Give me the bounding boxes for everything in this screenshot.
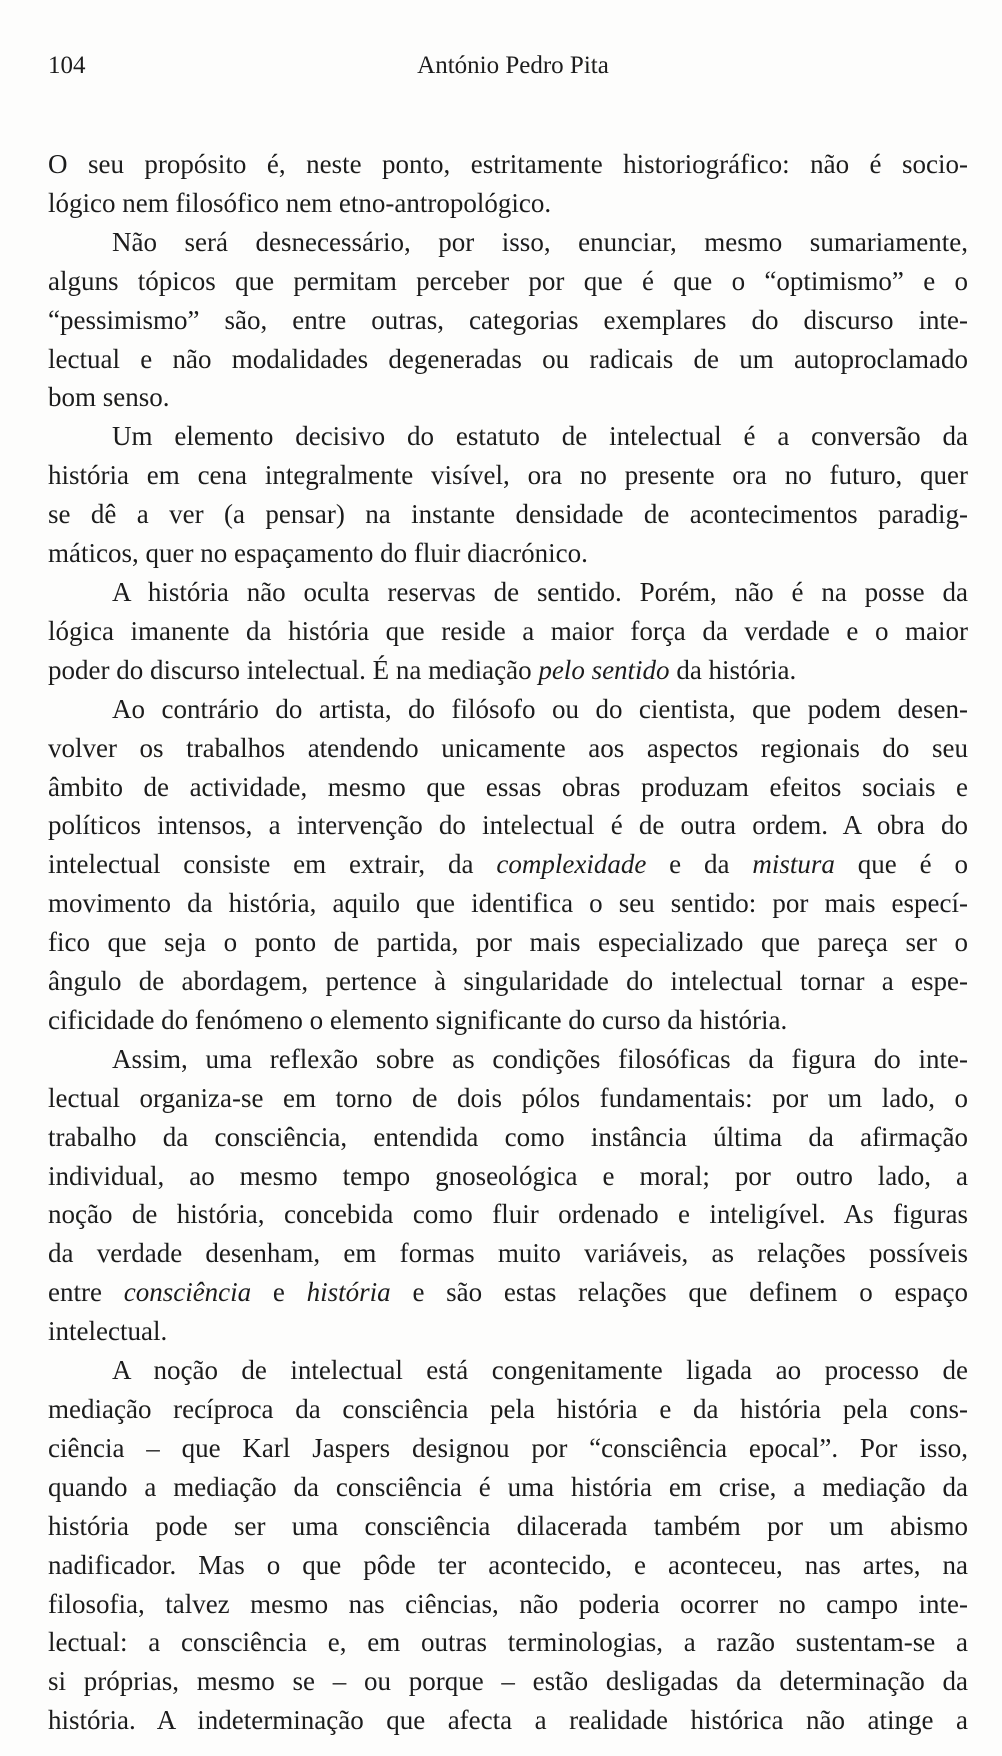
text-line: fico que seja o ponto de partida, por mais especializado que pareça ser o <box>48 927 968 958</box>
text-line: Um elemento decisivo do estatuto de intelectual é a conversão da <box>112 421 968 452</box>
text-segment: e são estas relações que definem o espaço <box>390 1277 968 1308</box>
text-line: filosofia, talvez mesmo nas ciências, não poderia ocorrer no campo inte- <box>48 1588 968 1619</box>
text-line: Não será desnecessário, por isso, enunciar, mesmo sumariamente, <box>112 226 968 257</box>
text-line: políticos intensos, a intervenção do intelectual é de outra ordem. A obra do <box>48 810 968 841</box>
text-line: bom senso. <box>48 382 170 413</box>
text-segment: que é o <box>834 849 968 880</box>
text-line: “pessimismo” são, entre outras, categorias exemplares do discurso inte- <box>48 304 968 335</box>
text-line: da verdade desenham, em formas muito variáveis, as relações possíveis <box>48 1238 968 1269</box>
text-line: Assim, uma reflexão sobre as condições filosóficas da figura do inte- <box>112 1043 968 1074</box>
text-line: si próprias, mesmo se – ou porque – estão desligadas da determinação da <box>48 1666 968 1697</box>
text-line: O seu propósito é, neste ponto, estritamente historiográfico: não é socio- <box>48 149 968 179</box>
running-head <box>48 46 978 86</box>
italic-phrase: história <box>306 1277 391 1308</box>
text-line: lectual e não modalidades degeneradas ou radicais de um autoproclamado <box>48 343 968 374</box>
text-line: quando a mediação da consciência é uma história em crise, a mediação da <box>48 1471 968 1502</box>
running-title: António Pedro Pita <box>417 52 609 79</box>
italic-phrase: consciência <box>123 1277 252 1308</box>
text-line: história em cena integralmente visível, ora no presente ora no futuro, quer <box>48 460 968 491</box>
text-line: história. A indeterminação que afecta a realidade histórica não atinge a <box>48 1705 968 1736</box>
text-segment: e <box>251 1277 307 1308</box>
text-line: lectual: a consciência e, em outras terminologias, a razão sustentam-se a <box>48 1627 968 1658</box>
text-line: movimento da história, aquilo que identifica o seu sentido: por mais especí- <box>48 888 968 919</box>
italic-phrase: pelo sentido <box>538 654 670 685</box>
text-line: individual, ao mesmo tempo gnoseológica e moral; por outro lado, a <box>48 1160 968 1191</box>
text-line: lectual organiza-se em torno de dois pólos fundamentais: por um lado, o <box>48 1082 968 1113</box>
page-number: 104 <box>48 52 86 79</box>
text-line: A história não oculta reservas de sentido. Porém, não é na posse da <box>112 576 968 607</box>
text-line <box>48 845 968 884</box>
text-line: ciência – que Karl Jaspers designou por “consciência epocal”. Por isso, <box>48 1432 968 1463</box>
text-line: volver os trabalhos atendendo unicamente aos aspectos regionais do seu <box>48 732 968 763</box>
text-line: âmbito de actividade, mesmo que essas obras produzam efeitos sociais e <box>48 771 968 802</box>
text-line <box>48 1273 968 1312</box>
text-line: máticos, quer no espaçamento do fluir diacrónico. <box>48 538 588 569</box>
text-segment: intelectual consiste em extrair, da <box>48 849 497 880</box>
text-line: Ao contrário do artista, do filósofo ou do cientista, que podem desen- <box>112 693 968 724</box>
text-line <box>48 651 968 690</box>
text-line: alguns tópicos que permitam perceber por que é que o “optimismo” e o <box>48 265 968 296</box>
text-line: lógica imanente da história que reside a maior força da verdade e o maior <box>48 615 968 646</box>
italic-phrase: complexidade <box>496 849 647 880</box>
text-segment: poder do discurso intelectual. É na mediação <box>48 654 539 685</box>
text-line: mediação recíproca da consciência pela história e da história pela cons- <box>48 1394 968 1424</box>
text-line: intelectual. <box>48 1316 168 1347</box>
text-line: A noção de intelectual está congenitamente ligada ao processo de <box>112 1355 968 1386</box>
italic-phrase: mistura <box>752 849 835 880</box>
text-line: noção de história, concebida como fluir ordenado e inteligível. As figuras <box>48 1199 968 1230</box>
text-segment: da história. <box>669 654 797 685</box>
text-line: cificidade do fenómeno o elemento significante do curso da história. <box>48 1004 788 1035</box>
text-line: lógico nem filosófico nem etno-antropológico. <box>48 187 552 218</box>
body-text <box>48 145 968 1740</box>
text-segment: e da <box>646 849 753 880</box>
text-line: história pode ser uma consciência dilacerada também por um abismo <box>48 1510 968 1541</box>
text-segment: entre <box>48 1277 124 1308</box>
text-line: se dê a ver (a pensar) na instante densidade de acontecimentos paradig- <box>48 499 968 530</box>
text-line: trabalho da consciência, entendida como instância última da afirmação <box>48 1121 968 1152</box>
text-line: nadificador. Mas o que pôde ter acontecido, e aconteceu, nas artes, na <box>48 1549 968 1580</box>
text-line: ângulo de abordagem, pertence à singularidade do intelectual tornar a espe- <box>48 966 968 997</box>
